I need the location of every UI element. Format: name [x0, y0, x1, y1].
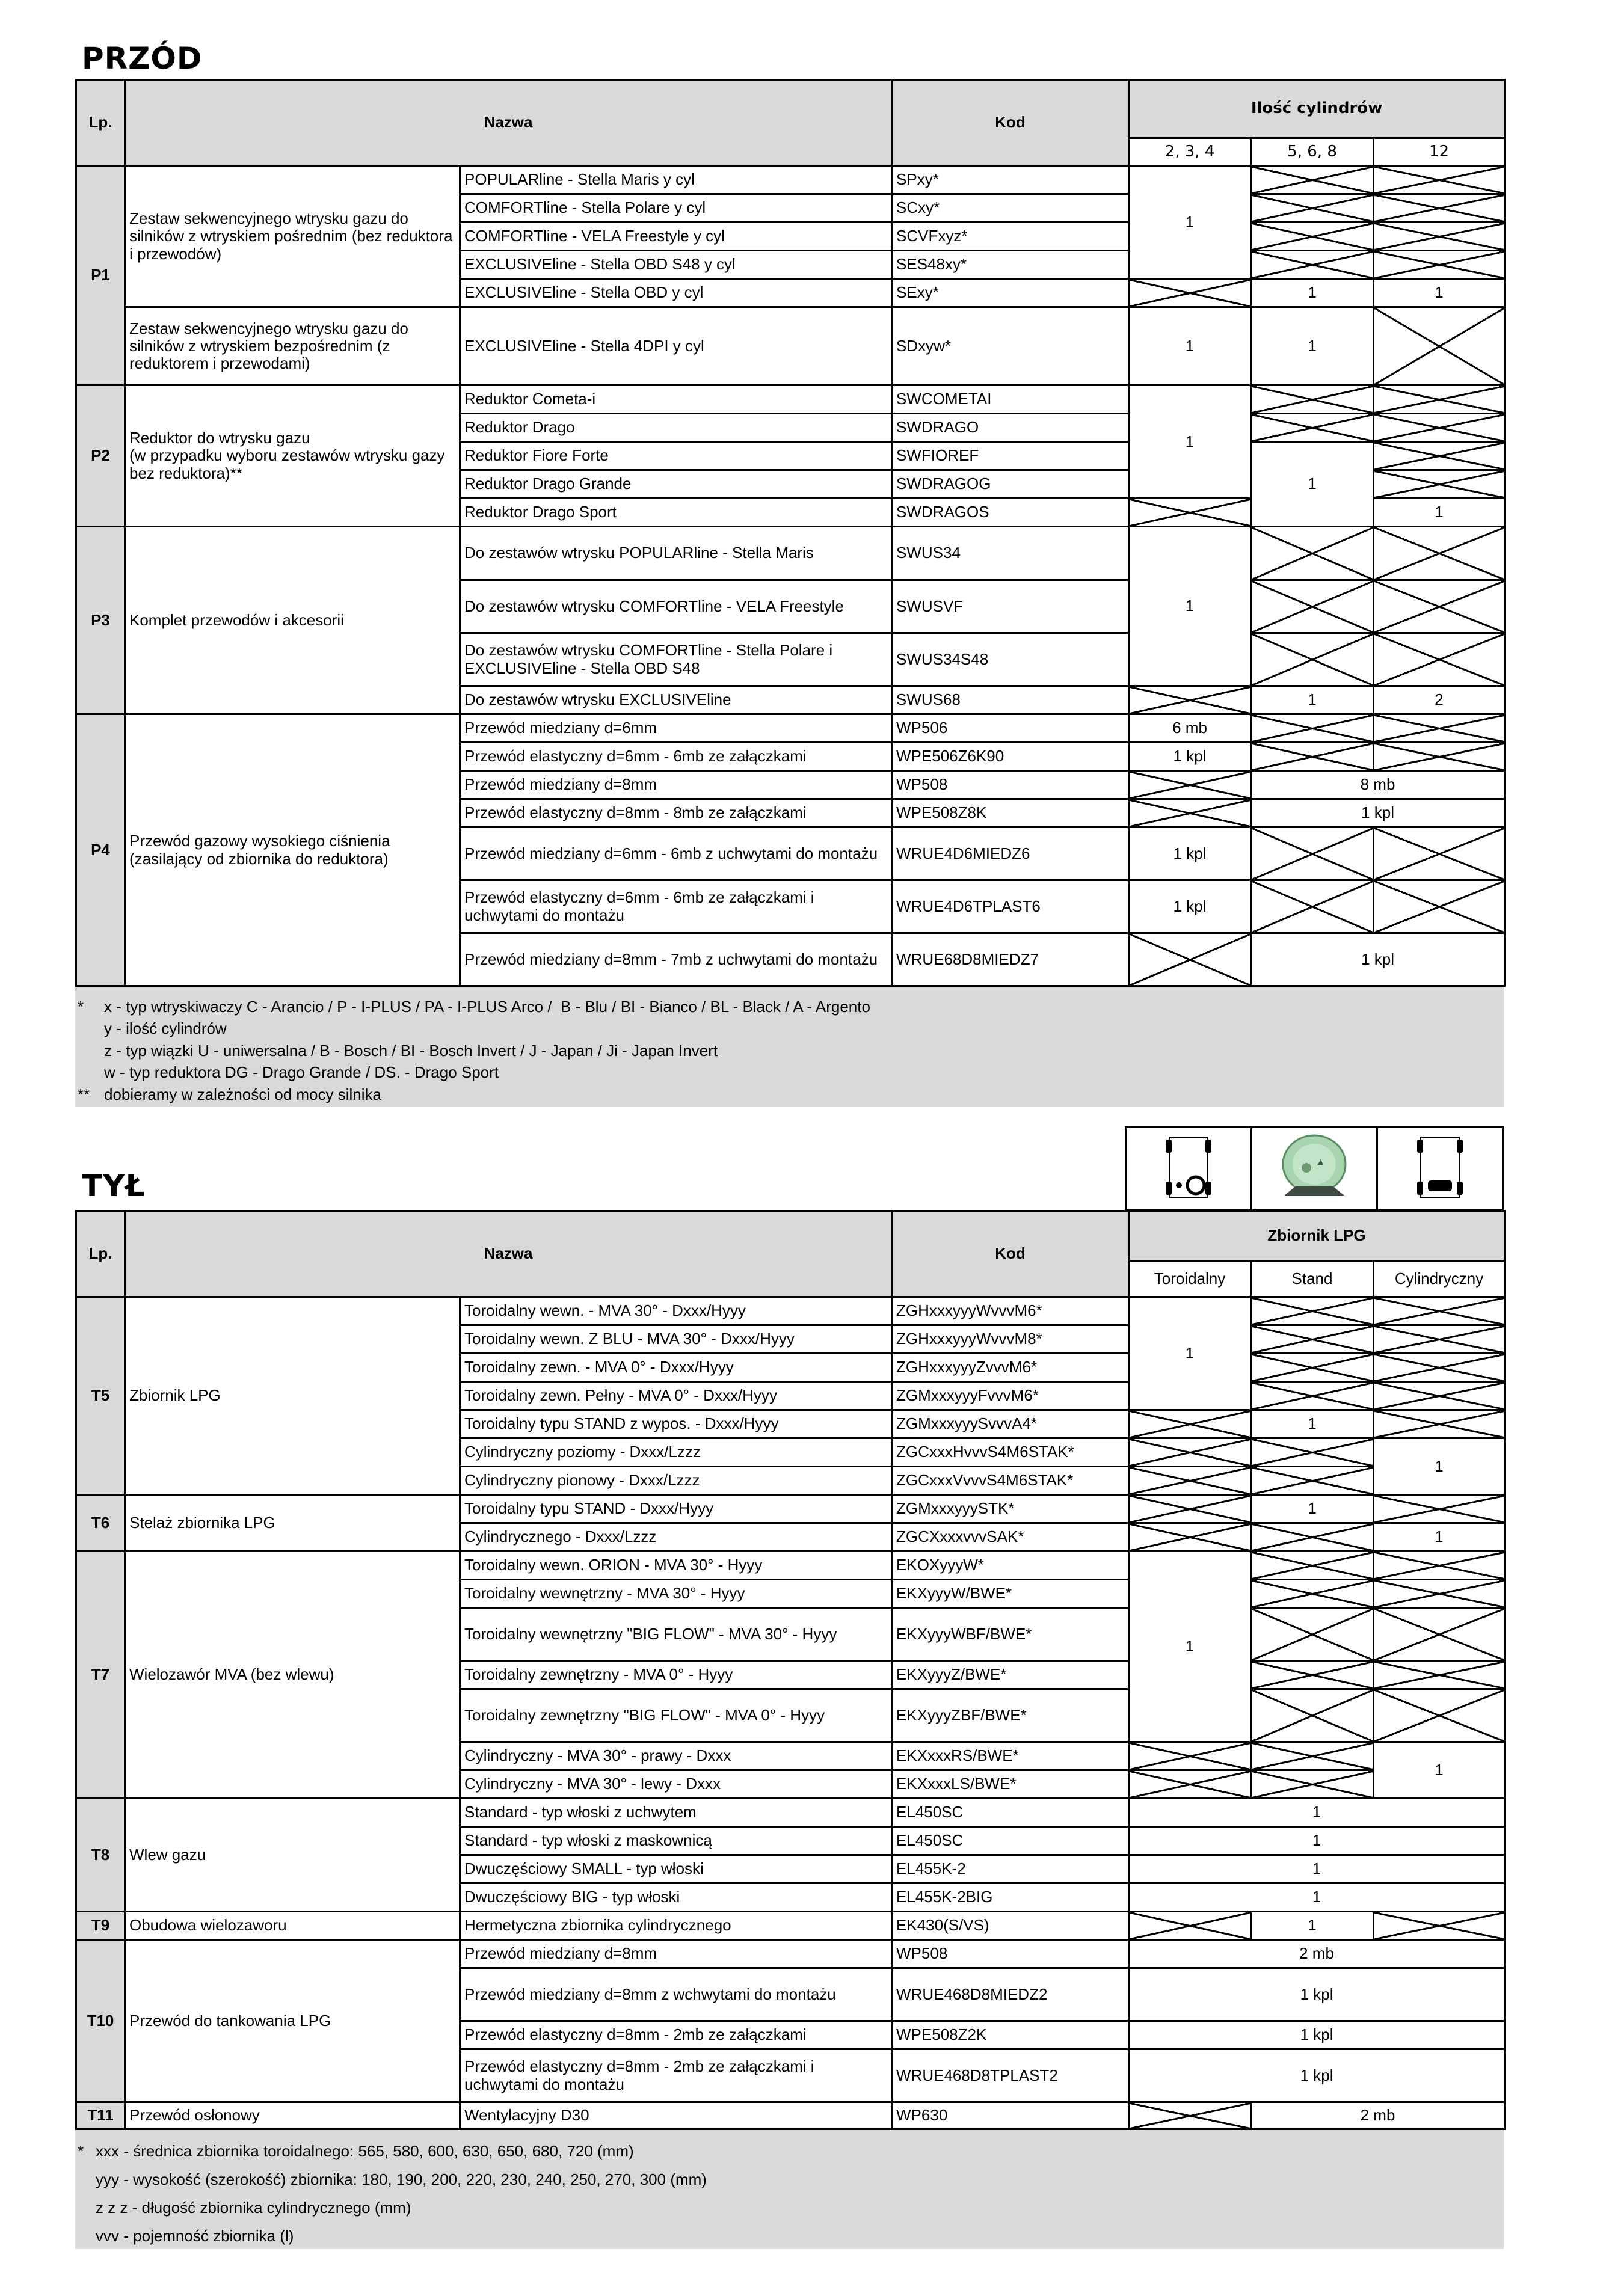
value-cell: 1: [1129, 1552, 1251, 1742]
not-applicable-cell: [1374, 1689, 1505, 1742]
col-header-cylinders: Ilość cylindrów: [1129, 80, 1505, 138]
col-tank-toroidal: Toroidalny: [1129, 1261, 1251, 1297]
not-applicable-cell: [1374, 714, 1505, 743]
row-label-p1: P1: [76, 166, 125, 385]
item-code: EL450SC: [892, 1827, 1129, 1855]
not-applicable-cell: [1374, 527, 1505, 580]
item-name: Reduktor Drago Grande: [460, 470, 892, 499]
item-code: WPE508Z2K: [892, 2021, 1129, 2049]
t11-description: Przewód osłonowy: [125, 2102, 460, 2129]
item-code: SExy*: [892, 279, 1129, 307]
not-applicable-cell: [1129, 279, 1251, 307]
row-label-p4: P4: [76, 714, 125, 986]
not-applicable-cell: [1374, 1382, 1505, 1410]
not-applicable-cell: [1251, 1661, 1374, 1689]
not-applicable-cell: [1129, 1912, 1251, 1940]
not-applicable-cell: [1251, 1438, 1374, 1467]
value-cell: 1: [1251, 1495, 1374, 1523]
item-code: EKXyyyZBF/BWE*: [892, 1689, 1129, 1742]
not-applicable-cell: [1374, 880, 1505, 933]
not-applicable-cell: [1374, 251, 1505, 279]
not-applicable-cell: [1374, 633, 1505, 686]
value-cell: 6 mb: [1129, 714, 1251, 743]
value-cell: 1 kpl: [1251, 799, 1505, 827]
item-code: EKXyyyWBF/BWE*: [892, 1608, 1129, 1661]
item-code: WP508: [892, 1940, 1129, 1968]
col-header-name: Nazwa: [125, 80, 892, 166]
value-cell: 8 mb: [1251, 771, 1505, 799]
item-name: Toroidalny wewn. Z BLU - MVA 30° - Dxxx/Hyyy: [460, 1325, 892, 1354]
item-code: WPE508Z8K: [892, 799, 1129, 827]
col-header-tank: Zbiornik LPG: [1129, 1211, 1505, 1261]
item-name: Toroidalny zewnętrzny "BIG FLOW" - MVA 0° - Hyyy: [460, 1689, 892, 1742]
item-name: Dwuczęściowy BIG - typ włoski: [460, 1883, 892, 1912]
not-applicable-cell: [1374, 743, 1505, 771]
not-applicable-cell: [1251, 1742, 1374, 1770]
not-applicable-cell: [1374, 194, 1505, 223]
item-name: COMFORTline - VELA Freestyle y cyl: [460, 223, 892, 251]
item-name: Przewód elastyczny d=8mm - 2mb ze załączkami: [460, 2021, 892, 2049]
table-row: [76, 166, 1505, 194]
not-applicable-cell: [1374, 1495, 1505, 1523]
value-cell: 1: [1129, 1883, 1505, 1912]
not-applicable-cell: [1251, 1689, 1374, 1742]
not-applicable-cell: [1374, 1580, 1505, 1608]
item-code: EKOXyyyW*: [892, 1552, 1129, 1580]
table-row: [76, 1940, 1505, 1968]
item-code: SCxy*: [892, 194, 1129, 223]
item-code: WPE506Z6K90: [892, 743, 1129, 771]
t10-description: Przewód do tankowania LPG: [125, 1940, 460, 2102]
not-applicable-cell: [1251, 223, 1374, 251]
footnote-marker: *: [78, 998, 84, 1016]
item-name: POPULARline - Stella Maris y cyl: [460, 166, 892, 194]
item-name: Przewód miedziany d=8mm: [460, 1940, 892, 1968]
item-code: WRUE68D8MIEDZ7: [892, 933, 1129, 986]
item-code: SWUS34: [892, 527, 1129, 580]
footnote-line: y - ilość cylindrów: [104, 1019, 227, 1037]
table-row: [76, 2102, 1505, 2129]
row-label-t11: T11: [76, 2102, 125, 2129]
row-label-t6: T6: [76, 1495, 125, 1552]
not-applicable-cell: [1251, 580, 1374, 633]
row-label-t8: T8: [76, 1799, 125, 1912]
not-applicable-cell: [1251, 527, 1374, 580]
value-cell: 1: [1374, 1438, 1505, 1495]
item-code: WRUE468D8TPLAST2: [892, 2049, 1129, 2102]
table-row: [76, 307, 1505, 385]
col-header-lp: Lp.: [76, 1211, 125, 1297]
item-code: EKXxxxLS/BWE*: [892, 1770, 1129, 1799]
item-code: EL450SC: [892, 1799, 1129, 1827]
not-applicable-cell: [1374, 1912, 1505, 1940]
section-title-rear: TYŁ: [82, 1168, 146, 1203]
item-name: Przewód miedziany d=6mm - 6mb z uchwytami do montażu: [460, 827, 892, 880]
t8-description: Wlew gazu: [125, 1799, 460, 1912]
item-name: Cylindryczny pionowy - Dxxx/Lzzz: [460, 1467, 892, 1495]
col-cyl-2: 5, 6, 8: [1251, 138, 1374, 166]
not-applicable-cell: [1251, 414, 1374, 442]
item-name: Toroidalny wewnętrzny "BIG FLOW" - MVA 30° - Hyyy: [460, 1608, 892, 1661]
item-code: WRUE4D6TPLAST6: [892, 880, 1129, 933]
value-cell: 2 mb: [1251, 2102, 1505, 2129]
col-header-code: Kod: [892, 80, 1129, 166]
not-applicable-cell: [1374, 1552, 1505, 1580]
not-applicable-cell: [1374, 223, 1505, 251]
item-name: Toroidalny typu STAND z wypos. - Dxxx/Hyyy: [460, 1410, 892, 1438]
p4-description: Przewód gazowy wysokiego ciśnienia (zasilający od zbiornika do reduktora): [125, 714, 460, 986]
footnote-line: vvv - pojemność zbiornika (l): [96, 2227, 294, 2245]
value-cell: 1 kpl: [1129, 1968, 1505, 2021]
not-applicable-cell: [1251, 1354, 1374, 1382]
not-applicable-cell: [1129, 2102, 1251, 2129]
item-name: Do zestawów wtrysku COMFORTline - Stella Polare i EXCLUSIVEline - Stella OBD S48: [460, 633, 892, 686]
row-label-p3: P3: [76, 527, 125, 714]
not-applicable-cell: [1374, 1325, 1505, 1354]
not-applicable-cell: [1251, 1467, 1374, 1495]
not-applicable-cell: [1251, 1552, 1374, 1580]
p1-description-b: Zestaw sekwencyjnego wtrysku gazu do silników z wtryskiem bezpośrednim (z reduktorem i przewodami): [125, 307, 460, 385]
not-applicable-cell: [1251, 1608, 1374, 1661]
not-applicable-cell: [1374, 166, 1505, 194]
item-code: EKXxxxRS/BWE*: [892, 1742, 1129, 1770]
not-applicable-cell: [1374, 1354, 1505, 1382]
col-cyl-3: 12: [1374, 138, 1505, 166]
item-code: ZGCxxxVvvvS4M6STAK*: [892, 1467, 1129, 1495]
col-tank-stand: Stand: [1251, 1261, 1374, 1297]
not-applicable-cell: [1374, 414, 1505, 442]
value-cell: 1: [1129, 1855, 1505, 1883]
item-code: SWUS34S48: [892, 633, 1129, 686]
value-cell: 1: [1251, 1912, 1374, 1940]
item-name: Toroidalny wewnętrzny - MVA 30° - Hyyy: [460, 1580, 892, 1608]
not-applicable-cell: [1374, 470, 1505, 499]
item-name: Toroidalny zewnętrzny - MVA 0° - Hyyy: [460, 1661, 892, 1689]
item-name: Przewód elastyczny d=8mm - 2mb ze załączkami i uchwytami do montażu: [460, 2049, 892, 2102]
item-code: EK430(S/VS): [892, 1912, 1129, 1940]
tank-toroidal-icon: [1126, 1128, 1252, 1211]
col-tank-cylinder: Cylindryczny: [1374, 1261, 1505, 1297]
t7-description: Wielozawór MVA (bez wlewu): [125, 1552, 460, 1799]
front-table: [75, 79, 1506, 987]
footnote-marker: **: [78, 1085, 90, 1103]
not-applicable-cell: [1251, 633, 1374, 686]
not-applicable-cell: [1251, 251, 1374, 279]
not-applicable-cell: [1251, 827, 1374, 880]
item-name: Przewód miedziany d=8mm z wchwytami do montażu: [460, 1968, 892, 2021]
value-cell: 2 mb: [1129, 1940, 1505, 1968]
rear-footnotes: [75, 2130, 1504, 2249]
value-cell: 1 kpl: [1129, 2049, 1505, 2102]
value-cell: 1: [1129, 385, 1251, 499]
item-name: Toroidalny zewn. Pełny - MVA 0° - Dxxx/Hyyy: [460, 1382, 892, 1410]
item-name: Reduktor Drago Sport: [460, 499, 892, 527]
not-applicable-cell: [1251, 385, 1374, 414]
item-name: Przewód elastyczny d=6mm - 6mb ze załączkami: [460, 743, 892, 771]
value-cell: 1 kpl: [1251, 933, 1505, 986]
value-cell: 1 kpl: [1129, 743, 1251, 771]
item-name: Cylindryczny poziomy - Dxxx/Lzzz: [460, 1438, 892, 1467]
not-applicable-cell: [1129, 1770, 1251, 1799]
table-row: [76, 1799, 1505, 1827]
not-applicable-cell: [1251, 1580, 1374, 1608]
value-cell: 1: [1251, 442, 1374, 527]
not-applicable-cell: [1374, 1661, 1505, 1689]
table-row: [76, 527, 1505, 580]
value-cell: 1: [1129, 1297, 1251, 1410]
table-row: [76, 1297, 1505, 1325]
table-row: [76, 714, 1505, 743]
item-name: Reduktor Cometa-i: [460, 385, 892, 414]
item-code: SWUS68: [892, 686, 1129, 714]
item-code: ZGHxxxyyyWvvvM8*: [892, 1325, 1129, 1354]
tank-icons: [1125, 1126, 1504, 1211]
rear-table: [75, 1210, 1506, 2130]
not-applicable-cell: [1251, 743, 1374, 771]
item-code: SWDRAGOS: [892, 499, 1129, 527]
not-applicable-cell: [1374, 442, 1505, 470]
not-applicable-cell: [1129, 771, 1251, 799]
not-applicable-cell: [1251, 194, 1374, 223]
item-code: ZGCxxxHvvvS4M6STAK*: [892, 1438, 1129, 1467]
item-name: Przewód miedziany d=6mm: [460, 714, 892, 743]
row-label-t7: T7: [76, 1552, 125, 1799]
not-applicable-cell: [1251, 714, 1374, 743]
item-code: SWDRAGOG: [892, 470, 1129, 499]
footnote-line: z - typ wiązki U - uniwersalna / B - Bosch / BI - Bosch Invert / J - Japan / Ji - Japan Invert: [104, 1042, 718, 1060]
item-code: SCVFxyz*: [892, 223, 1129, 251]
value-cell: 1: [1129, 1799, 1505, 1827]
item-name: Toroidalny typu STAND - Dxxx/Hyyy: [460, 1495, 892, 1523]
item-code: WP506: [892, 714, 1129, 743]
item-name: Przewód elastyczny d=8mm - 8mb ze załączkami: [460, 799, 892, 827]
front-footnotes: [75, 987, 1504, 1107]
item-name: Do zestawów wtrysku POPULARline - Stella Maris: [460, 527, 892, 580]
item-name: Przewód miedziany d=8mm: [460, 771, 892, 799]
not-applicable-cell: [1129, 686, 1251, 714]
item-name: Cylindryczny - MVA 30° - prawy - Dxxx: [460, 1742, 892, 1770]
value-cell: 1: [1251, 1410, 1374, 1438]
item-code: SES48xy*: [892, 251, 1129, 279]
value-cell: 1: [1129, 1827, 1505, 1855]
item-code: WP508: [892, 771, 1129, 799]
item-name: Wentylacyjny D30: [460, 2102, 892, 2129]
section-title-front: PRZÓD: [82, 41, 203, 76]
item-code: ZGCXxxxvvvSAK*: [892, 1523, 1129, 1552]
item-name: Toroidalny zewn. - MVA 0° - Dxxx/Hyyy: [460, 1354, 892, 1382]
table-row: [76, 1495, 1505, 1523]
item-name: Do zestawów wtrysku EXCLUSIVEline: [460, 686, 892, 714]
not-applicable-cell: [1129, 499, 1251, 527]
not-applicable-cell: [1374, 385, 1505, 414]
footnote-line: xxx - średnica zbiornika toroidalnego: 565, 580, 600, 630, 650, 680, 720 (mm): [96, 2142, 634, 2160]
row-label-t5: T5: [76, 1297, 125, 1495]
footnote-line: z z z - długość zbiornika cylindrycznego (mm): [96, 2199, 411, 2217]
item-code: WP630: [892, 2102, 1129, 2129]
item-name: Toroidalny wewn. ORION - MVA 30° - Hyyy: [460, 1552, 892, 1580]
item-name: Reduktor Fiore Forte: [460, 442, 892, 470]
footnote-line: yyy - wysokość (szerokość) zbiornika: 180, 190, 200, 220, 230, 240, 250, 270, 300 (mm): [96, 2170, 707, 2188]
item-name: Standard - typ włoski z maskownicą: [460, 1827, 892, 1855]
not-applicable-cell: [1374, 827, 1505, 880]
value-cell: 1: [1251, 307, 1374, 385]
not-applicable-cell: [1374, 1608, 1505, 1661]
value-cell: 1: [1374, 1523, 1505, 1552]
item-name: Cylindrycznego - Dxxx/Lzzz: [460, 1523, 892, 1552]
item-code: ZGMxxxyyySTK*: [892, 1495, 1129, 1523]
t9-description: Obudowa wielozaworu: [125, 1912, 460, 1940]
p3-description: Komplet przewodów i akcesorii: [125, 527, 460, 714]
item-code: SWDRAGO: [892, 414, 1129, 442]
item-name: COMFORTline - Stella Polare y cyl: [460, 194, 892, 223]
item-name: Reduktor Drago: [460, 414, 892, 442]
item-name: Hermetyczna zbiornika cylindrycznego: [460, 1912, 892, 1940]
footnote-line: w - typ reduktora DG - Drago Grande / DS. - Drago Sport: [104, 1063, 499, 1081]
not-applicable-cell: [1251, 1325, 1374, 1354]
not-applicable-cell: [1251, 1770, 1374, 1799]
col-header-name: Nazwa: [125, 1211, 892, 1297]
not-applicable-cell: [1129, 1742, 1251, 1770]
tank-stand-icon: [1252, 1128, 1377, 1211]
not-applicable-cell: [1374, 1297, 1505, 1325]
row-label-t9: T9: [76, 1912, 125, 1940]
item-code: ZGHxxxyyyWvvvM6*: [892, 1297, 1129, 1325]
not-applicable-cell: [1129, 799, 1251, 827]
item-name: Do zestawów wtrysku COMFORTline - VELA Freestyle: [460, 580, 892, 633]
item-name: Toroidalny wewn. - MVA 30° - Dxxx/Hyyy: [460, 1297, 892, 1325]
item-name: EXCLUSIVEline - Stella OBD S48 y cyl: [460, 251, 892, 279]
row-label-t10: T10: [76, 1940, 125, 2102]
col-header-code: Kod: [892, 1211, 1129, 1297]
row-label-p2: P2: [76, 385, 125, 527]
t5-description: Zbiornik LPG: [125, 1297, 460, 1495]
item-code: WRUE468D8MIEDZ2: [892, 1968, 1129, 2021]
value-cell: 1: [1374, 279, 1505, 307]
footnote-marker: *: [78, 2142, 84, 2160]
not-applicable-cell: [1251, 1523, 1374, 1552]
not-applicable-cell: [1129, 933, 1251, 986]
t6-description: Stelaż zbiornika LPG: [125, 1495, 460, 1552]
value-cell: 1: [1251, 279, 1374, 307]
footnote-line: dobieramy w zależności od mocy silnika: [104, 1085, 381, 1103]
item-code: EKXyyyW/BWE*: [892, 1580, 1129, 1608]
item-code: EL455K-2: [892, 1855, 1129, 1883]
not-applicable-cell: [1374, 1410, 1505, 1438]
footnote-line: x - typ wtryskiwaczy C - Arancio / P - I-PLUS / PA - I-PLUS Arco / B - Blu / BI - Bianco / BL - Black / A - Argento: [104, 998, 870, 1016]
not-applicable-cell: [1129, 1495, 1251, 1523]
item-code: SWFIOREF: [892, 442, 1129, 470]
item-name: EXCLUSIVEline - Stella 4DPI y cyl: [460, 307, 892, 385]
value-cell: 1 kpl: [1129, 2021, 1505, 2049]
tank-cylinder-icon: [1377, 1128, 1503, 1211]
item-name: Przewód miedziany d=8mm - 7mb z uchwytami do montażu: [460, 933, 892, 986]
item-name: EXCLUSIVEline - Stella OBD y cyl: [460, 279, 892, 307]
item-code: ZGMxxxyyySvvvA4*: [892, 1410, 1129, 1438]
item-code: SDxyw*: [892, 307, 1129, 385]
item-code: ZGHxxxyyyZvvvM6*: [892, 1354, 1129, 1382]
item-name: Przewód elastyczny d=6mm - 6mb ze załączkami i uchwytami do montażu: [460, 880, 892, 933]
not-applicable-cell: [1129, 1438, 1251, 1467]
value-cell: 1: [1251, 686, 1374, 714]
col-header-lp: Lp.: [76, 80, 125, 166]
value-cell: 1: [1129, 527, 1251, 686]
not-applicable-cell: [1251, 880, 1374, 933]
not-applicable-cell: [1374, 580, 1505, 633]
col-cyl-1: 2, 3, 4: [1129, 138, 1251, 166]
item-code: SWUSVF: [892, 580, 1129, 633]
value-cell: 1: [1129, 166, 1251, 279]
not-applicable-cell: [1251, 1297, 1374, 1325]
not-applicable-cell: [1129, 1467, 1251, 1495]
value-cell: 1: [1374, 499, 1505, 527]
not-applicable-cell: [1251, 166, 1374, 194]
not-applicable-cell: [1251, 1382, 1374, 1410]
not-applicable-cell: [1129, 1523, 1251, 1552]
table-row: [76, 1552, 1505, 1580]
item-code: SWCOMETAI: [892, 385, 1129, 414]
value-cell: 1: [1374, 1742, 1505, 1799]
item-code: WRUE4D6MIEDZ6: [892, 827, 1129, 880]
item-code: EL455K-2BIG: [892, 1883, 1129, 1912]
item-name: Cylindryczny - MVA 30° - lewy - Dxxx: [460, 1770, 892, 1799]
not-applicable-cell: [1374, 307, 1505, 385]
p1-description-a: Zestaw sekwencyjnego wtrysku gazu do silników z wtryskiem pośrednim (bez reduktora i przewodów): [125, 166, 460, 307]
item-code: SPxy*: [892, 166, 1129, 194]
item-code: ZGMxxxyyyFvvvM6*: [892, 1382, 1129, 1410]
p2-description: Reduktor do wtrysku gazu (w przypadku wyboru zestawów wtrysku gazy bez reduktora)**: [125, 385, 460, 527]
value-cell: 2: [1374, 686, 1505, 714]
table-row: [76, 385, 1505, 414]
item-name: Dwuczęściowy SMALL - typ włoski: [460, 1855, 892, 1883]
value-cell: 1 kpl: [1129, 827, 1251, 880]
value-cell: 1 kpl: [1129, 880, 1251, 933]
table-row: [76, 1912, 1505, 1940]
value-cell: 1: [1129, 307, 1251, 385]
not-applicable-cell: [1129, 1410, 1251, 1438]
item-name: Standard - typ włoski z uchwytem: [460, 1799, 892, 1827]
item-code: EKXyyyZ/BWE*: [892, 1661, 1129, 1689]
